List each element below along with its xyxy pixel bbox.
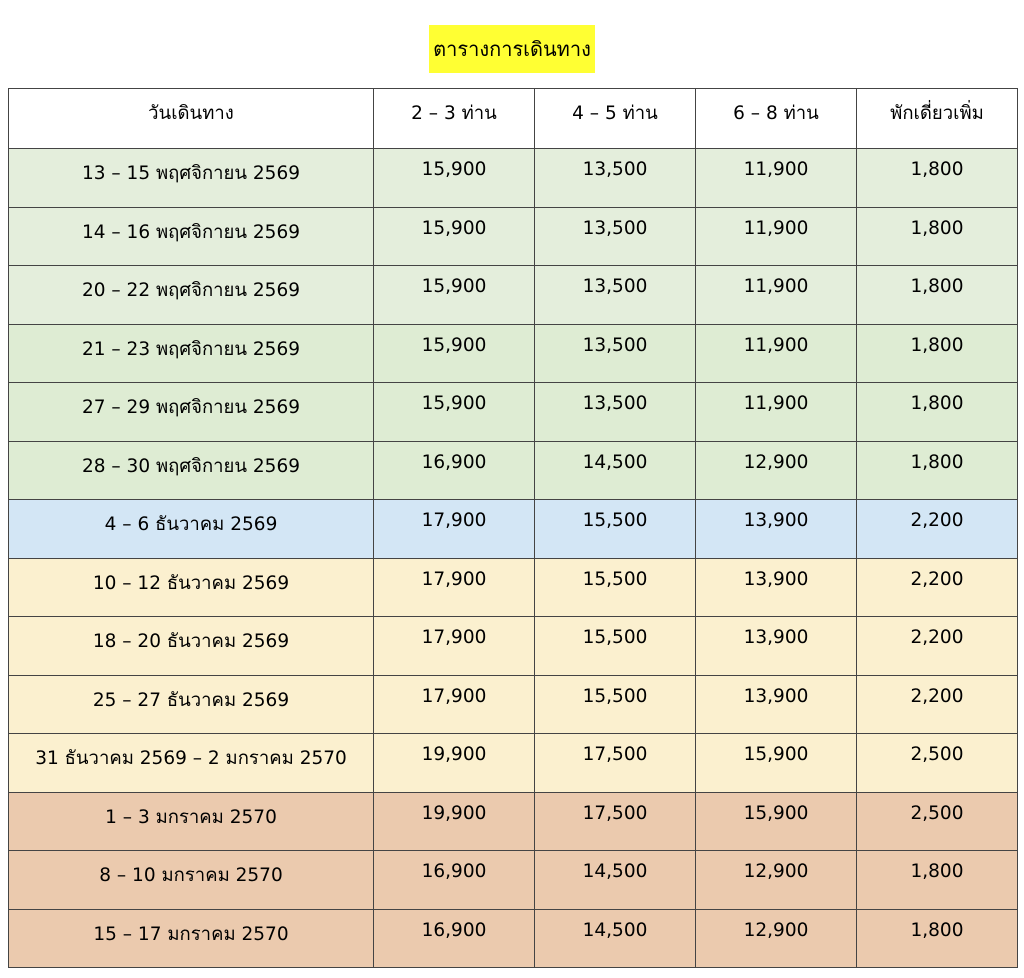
cell-price-4-5: 15,500 [535,500,696,559]
cell-single-supplement: 1,800 [857,441,1018,500]
cell-single-supplement: 2,200 [857,617,1018,676]
cell-travel-date: 8 – 10 มกราคม 2570 [9,851,374,910]
cell-travel-date: 4 – 6 ธันวาคม 2569 [9,500,374,559]
cell-single-supplement: 1,800 [857,149,1018,208]
header-price-2-3: 2 – 3 ท่าน [374,89,535,149]
cell-price-4-5: 15,500 [535,558,696,617]
cell-price-4-5: 13,500 [535,383,696,442]
cell-price-2-3: 16,900 [374,441,535,500]
table-row [9,441,1018,500]
cell-price-4-5: 17,500 [535,792,696,851]
cell-price-6-8: 11,900 [696,266,857,325]
cell-travel-date: 31 ธันวาคม 2569 – 2 มกราคม 2570 [9,734,374,793]
cell-travel-date: 25 – 27 ธันวาคม 2569 [9,675,374,734]
table-row [9,792,1018,851]
cell-price-4-5: 17,500 [535,734,696,793]
cell-single-supplement: 2,200 [857,558,1018,617]
cell-price-6-8: 13,900 [696,558,857,617]
header-travel-date: วันเดินทาง [9,89,374,149]
table-body [9,149,1018,968]
cell-single-supplement: 1,800 [857,909,1018,968]
cell-price-2-3: 16,900 [374,851,535,910]
cell-price-6-8: 15,900 [696,792,857,851]
cell-price-2-3: 17,900 [374,558,535,617]
table-row [9,266,1018,325]
cell-price-6-8: 11,900 [696,207,857,266]
cell-price-6-8: 13,900 [696,500,857,559]
cell-price-6-8: 11,900 [696,324,857,383]
cell-travel-date: 10 – 12 ธันวาคม 2569 [9,558,374,617]
cell-single-supplement: 1,800 [857,851,1018,910]
travel-schedule-table [8,88,1018,968]
cell-single-supplement: 1,800 [857,383,1018,442]
cell-travel-date: 27 – 29 พฤศจิกายน 2569 [9,383,374,442]
cell-travel-date: 18 – 20 ธันวาคม 2569 [9,617,374,676]
table-row [9,558,1018,617]
cell-single-supplement: 2,200 [857,675,1018,734]
table-header [9,89,1018,149]
header-price-4-5: 4 – 5 ท่าน [535,89,696,149]
cell-price-4-5: 14,500 [535,851,696,910]
cell-price-2-3: 19,900 [374,734,535,793]
cell-price-6-8: 11,900 [696,383,857,442]
header-price-6-8: 6 – 8 ท่าน [696,89,857,149]
cell-price-2-3: 17,900 [374,500,535,559]
table-row [9,383,1018,442]
cell-single-supplement: 2,500 [857,734,1018,793]
cell-price-2-3: 17,900 [374,675,535,734]
cell-price-4-5: 15,500 [535,675,696,734]
table-row [9,324,1018,383]
table-row [9,734,1018,793]
cell-price-2-3: 15,900 [374,207,535,266]
cell-price-4-5: 14,500 [535,909,696,968]
cell-travel-date: 28 – 30 พฤศจิกายน 2569 [9,441,374,500]
cell-single-supplement: 2,200 [857,500,1018,559]
cell-price-2-3: 15,900 [374,266,535,325]
cell-price-6-8: 13,900 [696,675,857,734]
table-row [9,617,1018,676]
cell-single-supplement: 1,800 [857,207,1018,266]
cell-price-6-8: 11,900 [696,149,857,208]
page-title: ตารางการเดินทาง [429,25,595,73]
cell-price-4-5: 13,500 [535,149,696,208]
cell-price-4-5: 14,500 [535,441,696,500]
cell-travel-date: 13 – 15 พฤศจิกายน 2569 [9,149,374,208]
cell-travel-date: 21 – 23 พฤศจิกายน 2569 [9,324,374,383]
cell-price-6-8: 15,900 [696,734,857,793]
cell-price-2-3: 17,900 [374,617,535,676]
cell-price-4-5: 13,500 [535,324,696,383]
cell-price-2-3: 15,900 [374,324,535,383]
cell-price-6-8: 13,900 [696,617,857,676]
table-row [9,500,1018,559]
cell-single-supplement: 1,800 [857,266,1018,325]
cell-price-4-5: 13,500 [535,207,696,266]
cell-price-2-3: 19,900 [374,792,535,851]
cell-travel-date: 15 – 17 มกราคม 2570 [9,909,374,968]
header-single-supplement: พักเดี่ยวเพิ่ม [857,89,1018,149]
title-wrapper [0,25,1024,73]
table-row [9,909,1018,968]
cell-price-2-3: 15,900 [374,383,535,442]
cell-travel-date: 1 – 3 มกราคม 2570 [9,792,374,851]
cell-price-4-5: 13,500 [535,266,696,325]
header-row [9,89,1018,149]
cell-single-supplement: 2,500 [857,792,1018,851]
cell-price-6-8: 12,900 [696,851,857,910]
cell-price-6-8: 12,900 [696,441,857,500]
cell-price-4-5: 15,500 [535,617,696,676]
table-row [9,207,1018,266]
cell-travel-date: 14 – 16 พฤศจิกายน 2569 [9,207,374,266]
cell-single-supplement: 1,800 [857,324,1018,383]
cell-travel-date: 20 – 22 พฤศจิกายน 2569 [9,266,374,325]
table-row [9,149,1018,208]
table-row [9,675,1018,734]
cell-price-2-3: 15,900 [374,149,535,208]
table-row [9,851,1018,910]
cell-price-6-8: 12,900 [696,909,857,968]
cell-price-2-3: 16,900 [374,909,535,968]
